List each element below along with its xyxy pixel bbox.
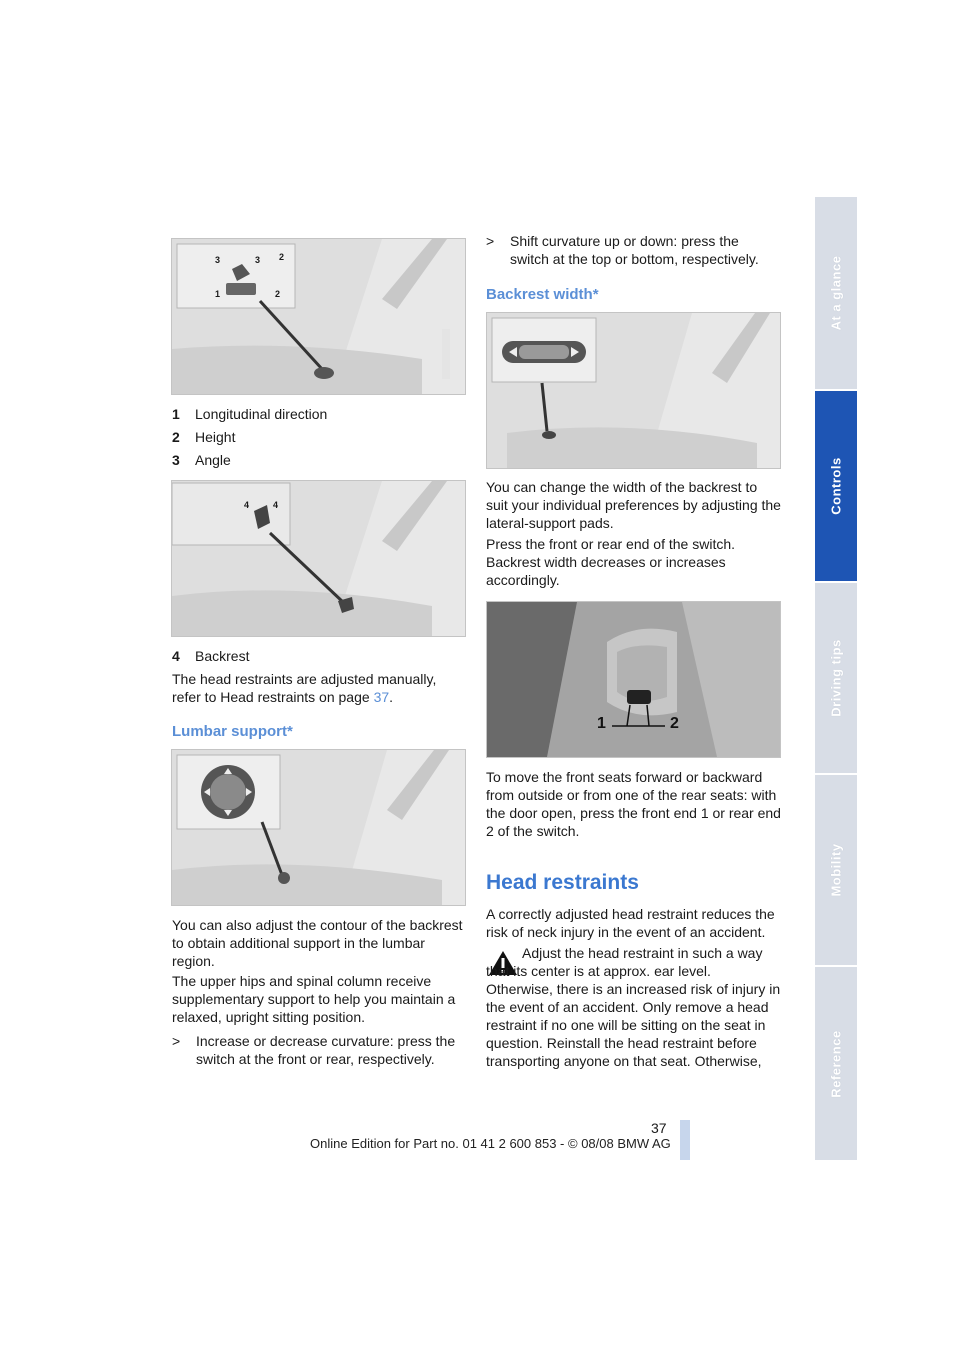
- bullet-item: [172, 1032, 464, 1072]
- page-link[interactable]: 37: [373, 689, 390, 705]
- tab-mobility[interactable]: [815, 775, 857, 965]
- lumbar-text-1: You can also adjust the contour of the backrest to obtain additional support in the lumbar region.: [172, 917, 463, 969]
- fig1-label-2b: 2: [275, 289, 281, 299]
- footer-bar: [680, 1120, 690, 1160]
- tab-controls[interactable]: [815, 391, 857, 581]
- backrest-text-2: Press the front or rear end of the switch. Backrest width decreases or increases accordingly.: [486, 536, 736, 588]
- backrest-width-figure: [486, 312, 781, 469]
- fig1-label-1: 1: [215, 289, 221, 299]
- legend-label: Height: [195, 429, 236, 445]
- lumbar-heading: Lumbar support*: [172, 723, 293, 740]
- front-seat-switch-figure: [486, 601, 781, 758]
- fig1-label-3b: 3: [255, 255, 261, 265]
- legend-num: 2: [172, 429, 180, 445]
- tab-label: Driving tips: [828, 639, 844, 717]
- legend-label: Longitudinal direction: [195, 406, 328, 422]
- legend-num: 3: [172, 452, 180, 468]
- fig1-label-2a: 2: [279, 252, 285, 262]
- bullet-marker: >: [172, 1033, 181, 1049]
- tab-label: Mobility: [828, 843, 844, 897]
- page-number: 37: [651, 1120, 667, 1136]
- bullet-item: [486, 232, 781, 272]
- tab-label: Controls: [828, 457, 844, 515]
- head-restraint-note: The head restraints are adjusted manually, refer to Head restraints on page 37.: [172, 671, 437, 705]
- tab-reference[interactable]: [815, 967, 857, 1160]
- bullet-text: Increase or decrease curvature: press the switch at the front or rear, respectively.: [196, 1033, 456, 1067]
- fig4-label-2: 2: [670, 715, 679, 732]
- head-restraints-text: A correctly adjusted head restraint reduces the risk of neck injury in the event of an accident.: [486, 906, 775, 940]
- note-text: The head restraints are adjusted manually, refer to Head restraints on page: [172, 671, 437, 705]
- tab-label: Reference: [828, 1029, 844, 1098]
- legend-item: [172, 647, 250, 665]
- tab-driving-tips[interactable]: [815, 583, 857, 773]
- lumbar-text-2: The upper hips and spinal column receive supplementary support to help you maintain a relaxed, upright sitting position.: [172, 973, 456, 1025]
- warning-text: Adjust the head restraint in such a way that its center is at approx. ear level. Otherwise, there is an increased risk of injury in the event of an accident. Only remove a head restraint if no one will be sitting on the seat in question. Reinstall the head restraint before transporting anyone on that seat. Otherwise,: [486, 945, 781, 1069]
- fig2-label-4a: 4: [244, 500, 250, 510]
- lumbar-switch-figure: [171, 749, 466, 906]
- fig1-label-3a: 3: [215, 255, 221, 265]
- fig4-label-1: 1: [597, 715, 606, 732]
- backrest-text-1: You can change the width of the backrest to suit your individual preferences by adjusting the lateral-support pads.: [486, 479, 781, 531]
- legend-label: Angle: [195, 452, 231, 468]
- legend-label: Backrest: [195, 648, 250, 664]
- legend-item: [172, 405, 328, 423]
- legend-num: 1: [172, 406, 180, 422]
- tab-label: At a glance: [828, 255, 844, 331]
- legend-num: 4: [172, 648, 180, 664]
- front-seat-text: To move the front seats forward or backward from outside or from one of the rear seats: with the door open, press the front end 1 or rear end 2 of the switch.: [486, 769, 781, 839]
- backrest-switch-figure: [171, 480, 466, 637]
- backrest-width-heading: Backrest width*: [486, 286, 599, 303]
- legend-item: [172, 428, 236, 446]
- bullet-text: Shift curvature up or down: press the switch at the top or bottom, respectively.: [510, 233, 759, 267]
- head-restraints-heading: Head restraints: [486, 871, 639, 894]
- tab-at-a-glance[interactable]: [815, 197, 857, 389]
- seat-adjust-figure: [171, 238, 466, 395]
- fig2-label-4b: 4: [273, 500, 279, 510]
- bullet-marker: >: [486, 233, 495, 249]
- legend-item: [172, 451, 231, 469]
- footer-edition: Online Edition for Part no. 01 41 2 600 853 - © 08/08 BMW AG: [310, 1136, 671, 1151]
